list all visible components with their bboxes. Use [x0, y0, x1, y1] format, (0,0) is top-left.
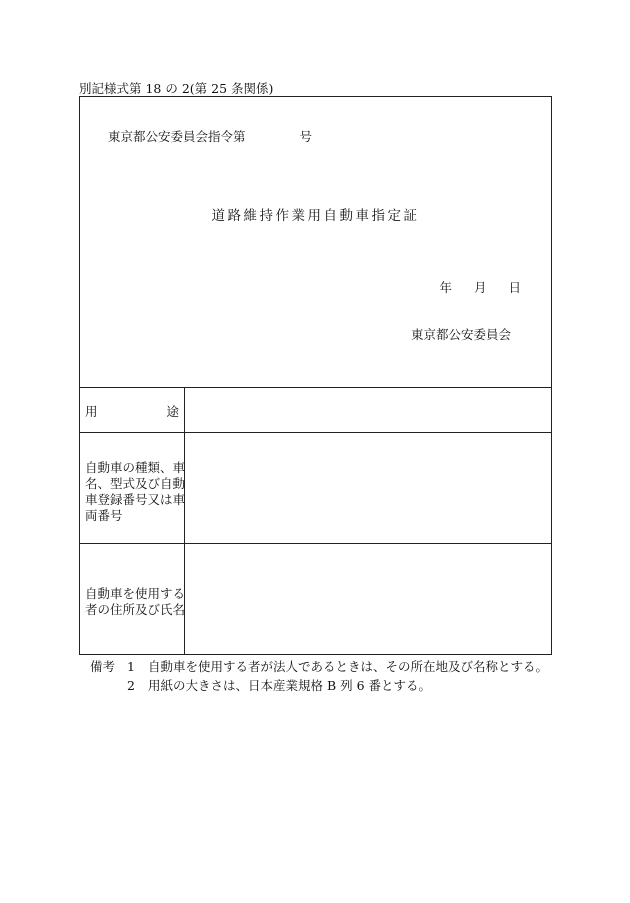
user-label-cell: [80, 544, 185, 655]
note-item: [90, 676, 548, 695]
vehicle-label-line: 車登録番号又は車: [85, 492, 186, 507]
note-item: [90, 657, 548, 676]
user-label-line: 自動車を使用する: [85, 586, 186, 601]
date-year-label: 年: [439, 280, 452, 295]
certificate-form: [79, 96, 552, 655]
vehicle-label: [85, 460, 186, 524]
vehicle-label-line: 自動車の種類、車: [85, 460, 186, 475]
issue-date: [439, 278, 521, 296]
usage-label-cell: [80, 388, 185, 433]
vehicle-label-line: 名、型式及び自動: [85, 476, 186, 491]
user-label: [85, 586, 186, 618]
note-number: 2: [127, 678, 135, 693]
date-month-label: 月: [473, 280, 487, 295]
date-day-label: 日: [508, 280, 521, 295]
user-value-field[interactable]: [185, 544, 551, 655]
vehicle-label-line: 両番号: [85, 508, 123, 523]
note-text: 用紙の大きさは、日本産業規格 B 列 6 番とする。: [148, 678, 432, 693]
vehicle-label-cell: [80, 433, 185, 544]
usage-label: [85, 402, 179, 420]
usage-row: [80, 387, 551, 433]
usage-value-field[interactable]: [185, 388, 551, 433]
vehicle-row: [80, 432, 551, 544]
user-label-line: 者の住所及び氏名: [85, 602, 186, 617]
note-number: 1: [127, 659, 135, 674]
directive-prefix: 東京都公安委員会指令第: [108, 129, 246, 144]
directive-number-line: [108, 127, 312, 145]
usage-label-left: 用: [85, 404, 98, 419]
issuer-name: 東京都公安委員会: [410, 327, 511, 342]
user-row: [80, 543, 551, 655]
certificate-title: 道路維持作業用自動車指定証: [211, 208, 420, 224]
note-text: 自動車を使用する者が法人であるときは、その所在地及び名称とする。: [148, 659, 549, 674]
usage-label-right: 途: [166, 404, 179, 419]
notes-heading: 備考: [90, 659, 116, 674]
directive-suffix: 号: [299, 129, 313, 144]
certificate-header: [80, 97, 551, 387]
vehicle-value-field[interactable]: [185, 433, 551, 544]
form-label: 別記様式第 18 の 2(第 25 条関係): [79, 81, 274, 96]
notes: [90, 657, 548, 695]
